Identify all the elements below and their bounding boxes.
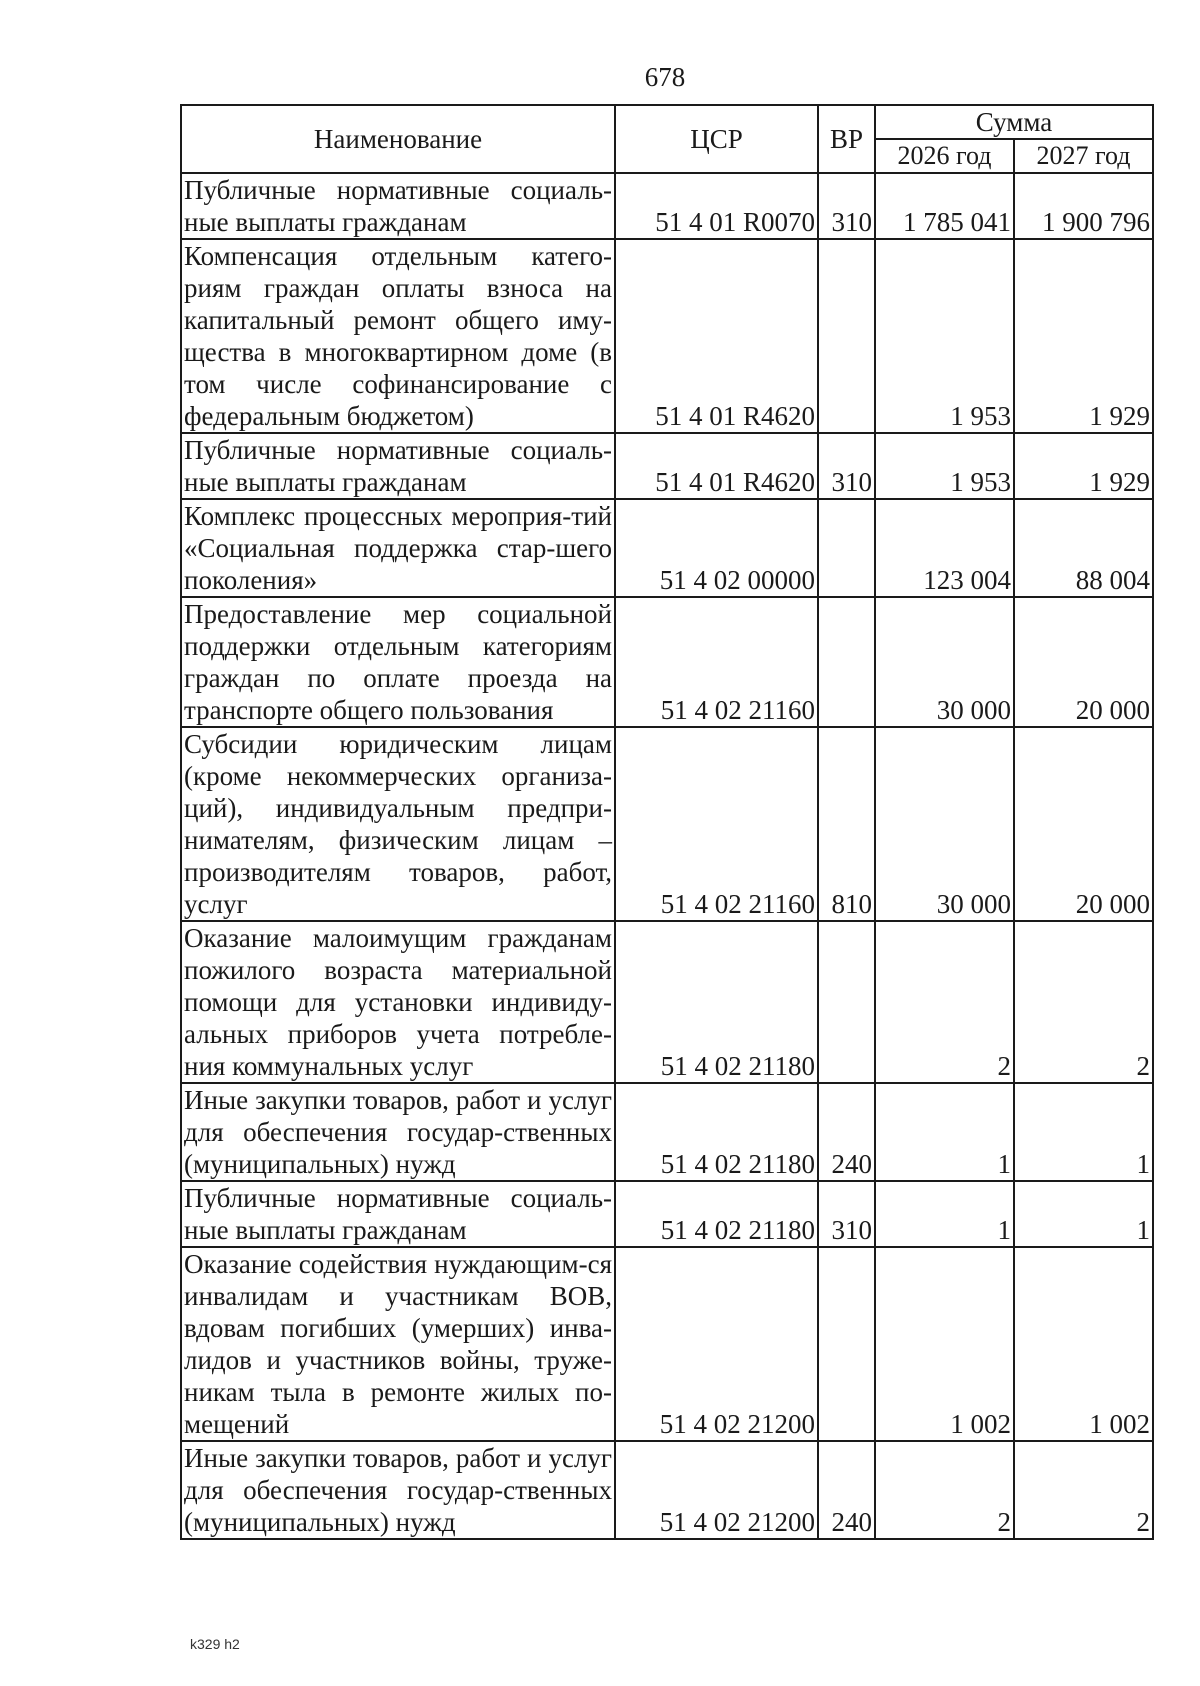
row-name: Субсидии юридическим лицам (кроме некоммерческих организа-ций), индивидуальным предпри-нимателям, физическим лицам – производителям товаров, работ, услуг bbox=[181, 727, 615, 921]
row-vr: 810 bbox=[818, 727, 875, 921]
row-name: Иные закупки товаров, работ и услуг для обеспечения государ-ственных (муниципальных) нужд bbox=[181, 1441, 615, 1539]
row-csr: 51 4 02 21160 bbox=[615, 597, 818, 727]
row-csr: 51 4 01 R4620 bbox=[615, 433, 818, 499]
row-sum-2027: 1 bbox=[1014, 1181, 1153, 1247]
row-vr: 240 bbox=[818, 1083, 875, 1181]
row-vr: 310 bbox=[818, 433, 875, 499]
table-row bbox=[181, 727, 1153, 921]
table-header bbox=[181, 105, 1153, 173]
row-name: Оказание содействия нуждающим-ся инвалидам и участникам ВОВ, вдовам погибших (умерших) инва-лидов и участников войны, труже-никам тыла в ремонте жилых по-мещений bbox=[181, 1247, 615, 1441]
row-name: Публичные нормативные социаль-ные выплаты гражданам bbox=[181, 433, 615, 499]
row-sum-2026: 1 bbox=[875, 1181, 1014, 1247]
row-name: Предоставление мер социальной поддержки отдельным категориям граждан по оплате проезда на транспорте общего пользования bbox=[181, 597, 615, 727]
row-vr bbox=[818, 921, 875, 1083]
budget-table bbox=[180, 104, 1154, 1540]
row-sum-2027: 1 929 bbox=[1014, 239, 1153, 433]
row-csr: 51 4 02 00000 bbox=[615, 499, 818, 597]
table-row bbox=[181, 1247, 1153, 1441]
row-name: Иные закупки товаров, работ и услуг для обеспечения государ-ственных (муниципальных) нужд bbox=[181, 1083, 615, 1181]
row-vr: 240 bbox=[818, 1441, 875, 1539]
row-name: Оказание малоимущим гражданам пожилого возраста материальной помощи для установки индивиду-альных приборов учета потребле-ния коммунальных услуг bbox=[181, 921, 615, 1083]
header-sum: Сумма bbox=[875, 105, 1153, 139]
row-sum-2027: 20 000 bbox=[1014, 597, 1153, 727]
row-csr: 51 4 02 21180 bbox=[615, 1181, 818, 1247]
row-csr: 51 4 01 R0070 bbox=[615, 173, 818, 239]
row-csr: 51 4 02 21180 bbox=[615, 1083, 818, 1181]
row-sum-2027: 1 929 bbox=[1014, 433, 1153, 499]
table-row bbox=[181, 1083, 1153, 1181]
header-csr: ЦСР bbox=[615, 105, 818, 173]
row-csr: 51 4 02 21160 bbox=[615, 727, 818, 921]
row-vr bbox=[818, 1247, 875, 1441]
row-sum-2027: 1 bbox=[1014, 1083, 1153, 1181]
row-sum-2027: 88 004 bbox=[1014, 499, 1153, 597]
table-row bbox=[181, 921, 1153, 1083]
table-row bbox=[181, 1441, 1153, 1539]
table-row bbox=[181, 173, 1153, 239]
header-year-2027: 2027 год bbox=[1014, 139, 1153, 173]
table-row bbox=[181, 1181, 1153, 1247]
header-year-2026: 2026 год bbox=[875, 139, 1014, 173]
row-sum-2027: 2 bbox=[1014, 921, 1153, 1083]
table-body bbox=[181, 173, 1153, 1539]
table-row bbox=[181, 597, 1153, 727]
row-sum-2026: 1 785 041 bbox=[875, 173, 1014, 239]
row-name: Публичные нормативные социаль-ные выплаты гражданам bbox=[181, 1181, 615, 1247]
table-row bbox=[181, 239, 1153, 433]
row-vr bbox=[818, 597, 875, 727]
row-name: Публичные нормативные социаль-ные выплаты гражданам bbox=[181, 173, 615, 239]
row-sum-2026: 1 953 bbox=[875, 433, 1014, 499]
footer-code: k329 h2 bbox=[190, 1636, 240, 1652]
row-sum-2026: 1 002 bbox=[875, 1247, 1014, 1441]
table-row bbox=[181, 433, 1153, 499]
row-sum-2027: 2 bbox=[1014, 1441, 1153, 1539]
row-name: Комплекс процессных мероприя-тий «Социальная поддержка стар-шего поколения» bbox=[181, 499, 615, 597]
row-sum-2026: 2 bbox=[875, 921, 1014, 1083]
row-sum-2026: 1 bbox=[875, 1083, 1014, 1181]
row-vr bbox=[818, 239, 875, 433]
row-sum-2027: 1 900 796 bbox=[1014, 173, 1153, 239]
row-csr: 51 4 02 21200 bbox=[615, 1247, 818, 1441]
table-row bbox=[181, 499, 1153, 597]
row-sum-2026: 123 004 bbox=[875, 499, 1014, 597]
row-vr bbox=[818, 499, 875, 597]
row-csr: 51 4 02 21180 bbox=[615, 921, 818, 1083]
row-sum-2027: 1 002 bbox=[1014, 1247, 1153, 1441]
row-sum-2026: 30 000 bbox=[875, 727, 1014, 921]
row-csr: 51 4 02 21200 bbox=[615, 1441, 818, 1539]
row-sum-2026: 30 000 bbox=[875, 597, 1014, 727]
header-name: Наименование bbox=[181, 105, 615, 173]
row-sum-2026: 2 bbox=[875, 1441, 1014, 1539]
row-vr: 310 bbox=[818, 173, 875, 239]
row-csr: 51 4 01 R4620 bbox=[615, 239, 818, 433]
row-sum-2027: 20 000 bbox=[1014, 727, 1153, 921]
row-name: Компенсация отдельным катего-риям граждан оплаты взноса на капитальный ремонт общего иму-щества в многоквартирном доме (в том числе софинансирование с федеральным бюджетом) bbox=[181, 239, 615, 433]
row-vr: 310 bbox=[818, 1181, 875, 1247]
header-vr: ВР bbox=[818, 105, 875, 173]
row-sum-2026: 1 953 bbox=[875, 239, 1014, 433]
page-number: 678 bbox=[644, 62, 686, 92]
